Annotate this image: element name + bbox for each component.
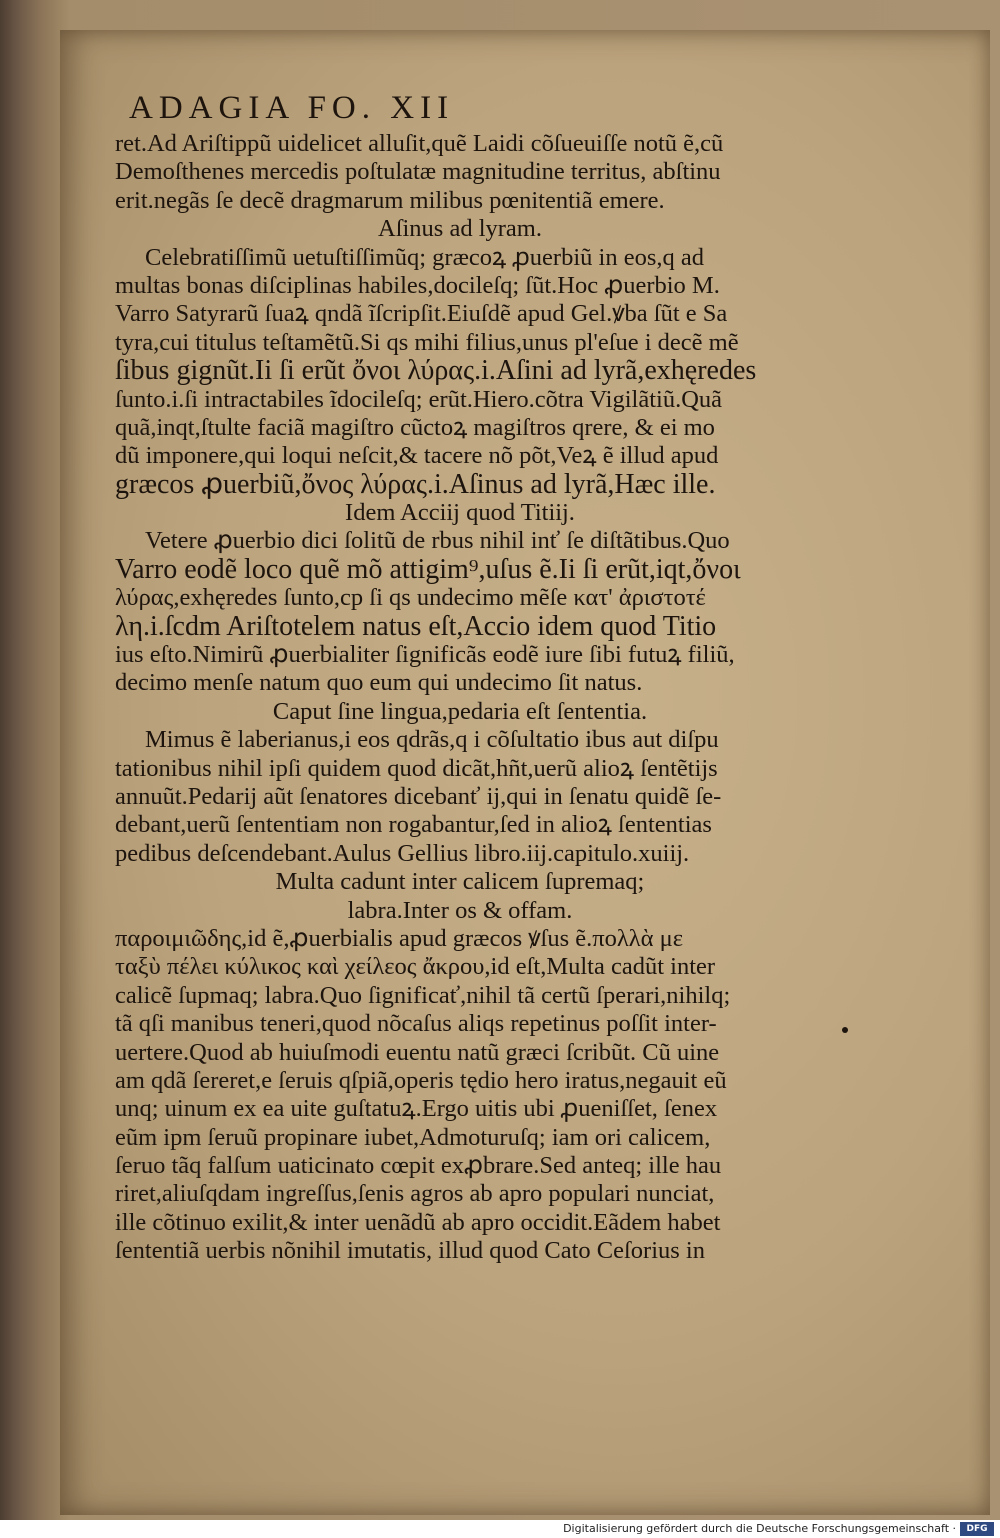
text-line: ταξὺ πέλει κύλικος καὶ χείλεος ἄκρου,id eſt,Multa cadũt inter [115,953,716,981]
text-line: quã,inqt,ſtulte faciã magiſtro cũctoꝝ magiſtros qrere, & ei mo [115,413,715,441]
text-lines [115,130,805,1266]
text-line: debant,uerũ ſententiam non rogabantur,ſed in alioꝝ ſententias [115,811,712,839]
text-line: Demoſthenes mercedis poſtulatæ magnitudine territus, abſtinu [115,158,721,186]
ink-dot [842,1027,848,1033]
text-line: decimo menſe natum quo eum qui undecimo ſit natus. [115,669,643,697]
text-line: ſeruo tãq falſum uaticinato cœpit exꝓbrare.Sed anteq; ille hau [115,1152,722,1180]
page-text [115,86,805,1266]
footer-credit: Digitalisierung gefördert durch die Deutsche Forschungsgemeinschaft · [563,1522,956,1535]
text-line: tã qſi manibus teneri,quod nõcaſus aliqs repetinus poſſit inter- [115,1010,717,1038]
text-line: λη.i.ſcdm Ariſtotelem natus eſt,Accio idem quod Titio [115,610,717,642]
text-line: ſententiã uerbis nõnihil imutatis, illud quod Cato Ceſorius in [115,1237,705,1265]
text-line: Aſinus ad lyram. [378,215,542,243]
text-line: tyra,cui titulus teſtamẽtũ.Si qs mihi filius,unus pl'eſue i decẽ mẽ [115,328,739,356]
text-line: ret.Ad Ariſtippũ uidelicet alluſit,quẽ Laidi cõſueuiſſe notũ ẽ,cũ [115,130,724,157]
text-line: Mimus ẽ laberianus,i eos qdrãs,q i cõſultatio ibus aut diſpu [145,726,719,754]
text-line: Varro Satyrarũ ſuaꝝ qndã ĩſcripſit.Eiuſdẽ apud Gel.ꝟba ſũt e Sa [115,300,728,328]
text-line: am qdã ſereret,e ſeruis qſpiã,operis tędio hero iratus,negauit eũ [115,1066,727,1094]
text-line: ius eſto.Nimirũ ꝓuerbialiter ſignificãs eodẽ iure ſibi futuꝝ filiũ, [115,641,735,669]
text-line: Varro eodẽ loco quẽ mõ attigim⁹,uſus ẽ.Ii ſi erũt,iqt,ὄνοι [115,553,741,585]
text-line: Multa cadunt inter calicem ſupremaq; [275,868,645,896]
text-line: Celebratiſſimũ uetuſtiſſimũq; græcoꝝ ꝓuerbiũ in eos,q ad [145,243,704,271]
text-line: Vetere ꝓuerbio dici ſolitũ de rbus nihil inť ſe diſtãtibus.Quo [145,527,730,555]
text-line: annuũt.Pedarĳ aũt ſenatores dicebanť ĳ,qui in ſenatu quidẽ ſe- [115,782,722,810]
text-line: eũm ipm ſeruũ propinare iubet,Admoturuſq; iam ori calicem, [115,1123,711,1151]
text-line: tationibus nihil ipſi quidem quod dicãt,hñt,uerũ alioꝝ ſentẽtĳs [115,754,718,782]
text-line: multas bonas diſciplinas habiles,docileſq; ſũt.Hoc ꝓuerbio M. [115,271,720,299]
text-line: unq; uinum ex ea uite guſtatuꝝ.Ergo uitis ubi ꝓueniſſet, ſenex [115,1095,718,1123]
text-line: riret,aliuſqdam ingreſſus,ſenis agros ab apro populari nunciat, [115,1180,715,1208]
text-line: erit.negãs ſe decẽ dragmarum milibus pœnitentiã emere. [115,186,665,214]
text-line: Idem Acciĳ quod Titiĳ. [345,499,575,527]
text-line: λύρας,exhęredes ſunto,cp ſi qs undecimo mẽſe κατ' ἀριστοτέ [115,584,706,612]
text-line: παροιμιῶδης,id ẽ,ꝓuerbialis apud græcos ꝟſus ẽ.πολλὰ με [115,924,684,952]
text-line: labra.Inter os & offam. [347,896,573,924]
running-head: ADAGIA FO. XII [129,90,455,126]
text-line: ille cõtinuo exilit,& inter uenãdũ ab apro occidit.Eãdem habet [115,1208,721,1236]
text-line: dũ imponere,qui loqui neſcit,& tacere nõ põt,Veꝝ ẽ illud apud [115,442,719,470]
dfg-logo: DFG [960,1522,994,1536]
text-line: ſibus gignũt.Ii ſi erũt ὄνοι λύρας.i.Aſini ad lyrã,exhęredes [115,355,757,387]
text-line: græcos ꝓuerbiũ,ὄνος λύρας.i.Aſinus ad lyrã,Hæc ille. [115,468,716,500]
text-line: uertere.Quod ab huiuſmodi euentu natũ græci ſcribũt. Cũ uine [115,1038,720,1066]
text-line: pedibus deſcendebant.Aulus Gellius libro.iĳ.capitulo.xuiĳ. [115,839,690,867]
text-line: Caput ſine lingua,pedaria eſt ſententia. [272,697,648,725]
text-line: calicẽ ſupmaq; labra.Quo ſignificať,nihil tã certũ ſperari,nihilq; [115,981,731,1009]
footer-bar [0,1520,1000,1538]
text-line: ſunto.i.ſi intractabiles ĩdocileſq; erũt.Hiero.cõtra Vigilãtiũ.Quã [115,385,723,413]
